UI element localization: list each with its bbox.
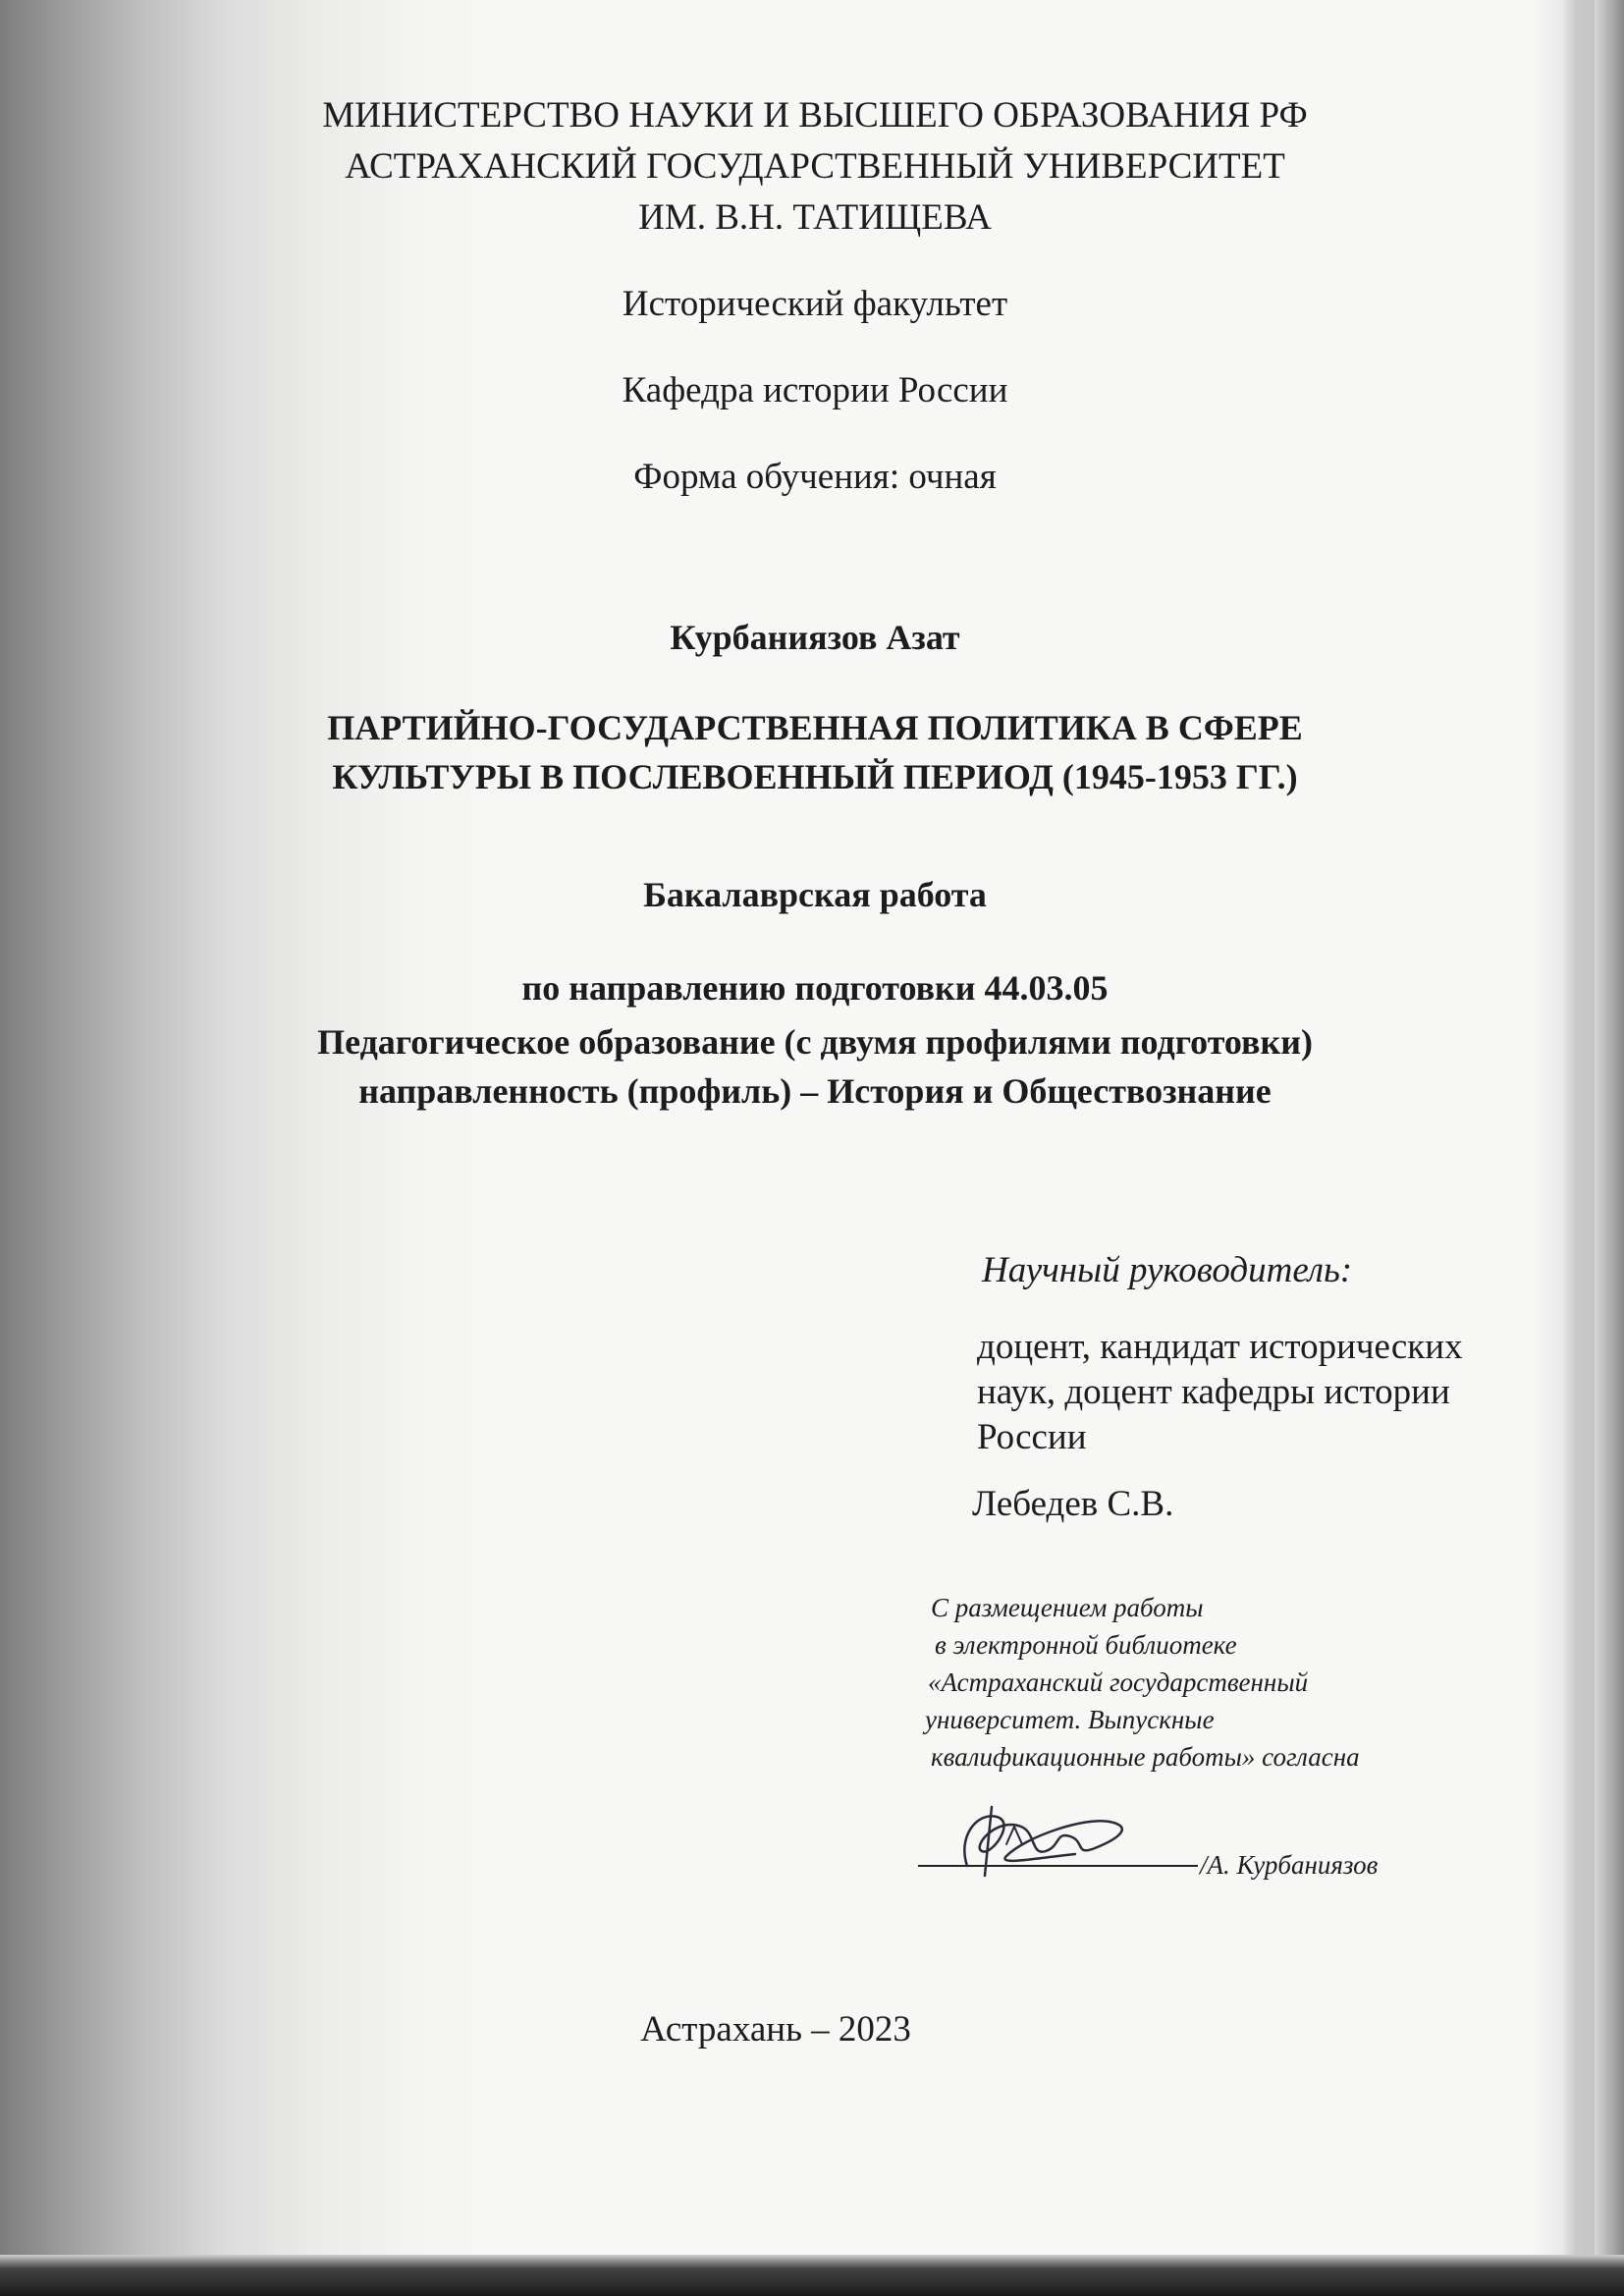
study-form-line: Форма обучения: очная xyxy=(633,457,997,497)
consent-line5: квалификационные работы» согласна xyxy=(931,1742,1360,1772)
signature-name: /А. Курбаниязов xyxy=(1200,1850,1379,1880)
department-line: Кафедра истории России xyxy=(622,370,1008,410)
consent-line4: университет. Выпускные xyxy=(925,1705,1215,1734)
supervisor-heading: Научный руководитель: xyxy=(982,1250,1353,1290)
faculty-line: Исторический факультет xyxy=(622,284,1008,324)
consent-line1: С размещением работы xyxy=(931,1593,1204,1622)
direction-line2: Педагогическое образование (с двумя профилями подготовки) xyxy=(317,1022,1313,1062)
thesis-title-line1: ПАРТИЙНО-ГОСУДАРСТВЕННАЯ ПОЛИТИКА В СФЕРЕ xyxy=(327,708,1303,747)
work-type: Бакалаврская работа xyxy=(643,875,987,914)
supervisor-title-line3: России xyxy=(977,1417,1087,1457)
consent-line2: в электронной библиотеке xyxy=(935,1630,1237,1660)
author-name: Курбаниязов Азат xyxy=(670,618,960,657)
scan-bottom-edge xyxy=(0,2255,1624,2296)
handwritten-signature xyxy=(938,1797,1144,1886)
binding-edge xyxy=(1595,0,1624,2296)
consent-line3: «Астраханский государственный xyxy=(928,1667,1309,1697)
direction-line3: направленность (профиль) – История и Обществознание xyxy=(358,1071,1272,1111)
university-line: АСТРАХАНСКИЙ ГОСУДАРСТВЕННЫЙ УНИВЕРСИТЕТ xyxy=(345,146,1285,187)
supervisor-title-line2: наук, доцент кафедры истории xyxy=(977,1372,1450,1412)
thesis-title-line2: КУЛЬТУРЫ В ПОСЛЕВОЕННЫЙ ПЕРИОД (1945-1953 ГГ.) xyxy=(332,757,1298,796)
named-after-line: ИМ. В.Н. ТАТИЩЕВА xyxy=(638,197,992,238)
supervisor-name: Лебедев С.В. xyxy=(972,1484,1174,1524)
direction-line1: по направлению подготовки 44.03.05 xyxy=(521,968,1109,1008)
city-year: Астрахань – 2023 xyxy=(640,2009,911,2050)
ministry-line: МИНИСТЕРСТВО НАУКИ И ВЫСШЕГО ОБРАЗОВАНИЯ РФ xyxy=(322,95,1308,136)
supervisor-title-line1: доцент, кандидат исторических xyxy=(977,1327,1463,1367)
